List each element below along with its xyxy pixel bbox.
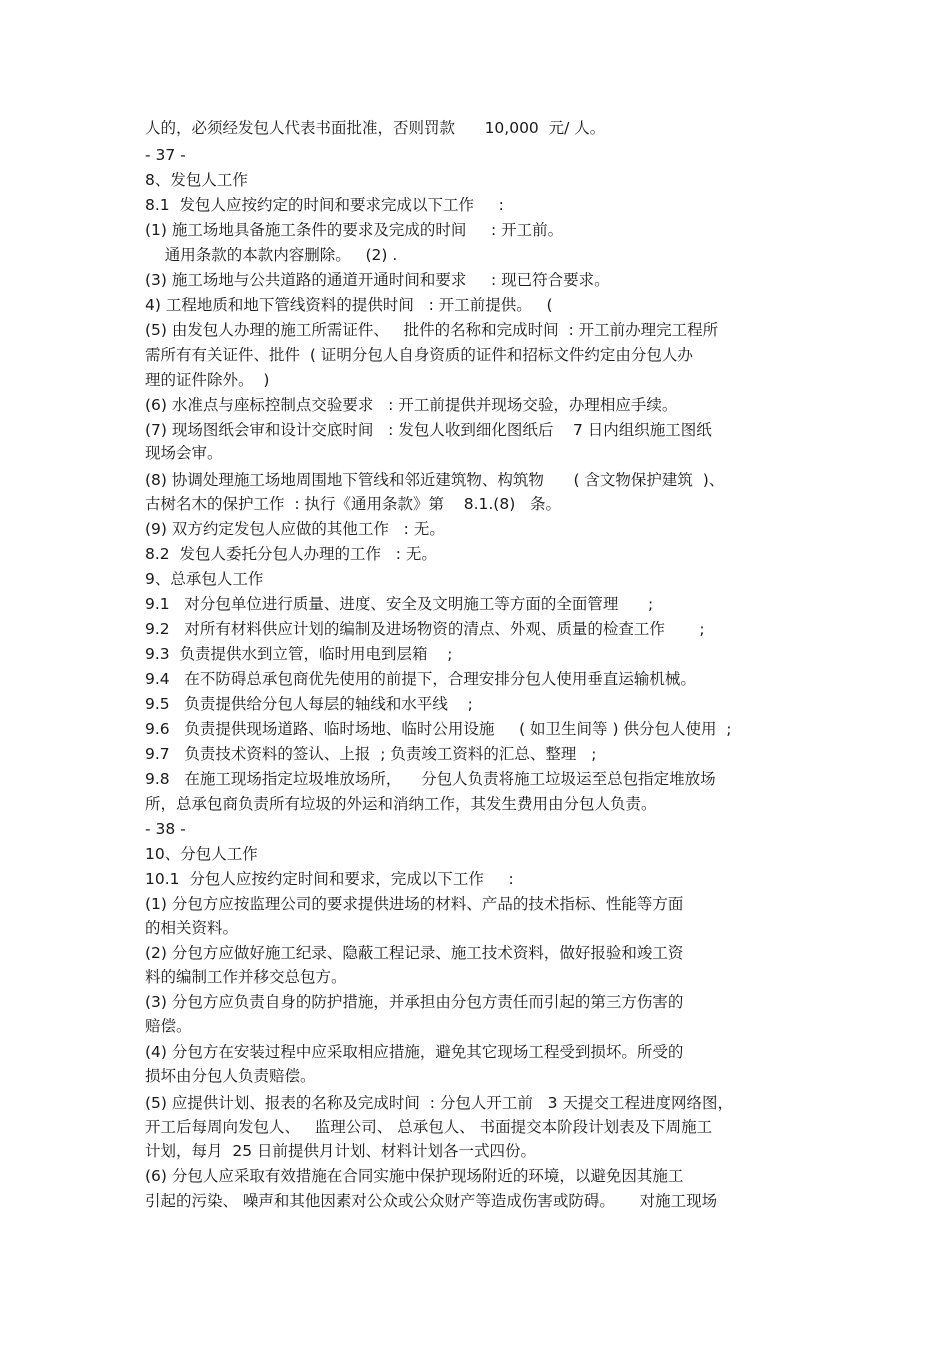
text-line: 人的，必须经发包人代表书面批准，否则罚款 10,000 元/ 人。 [145, 119, 606, 137]
text-line: (6) 分包人应采取有效措施在合同实施中保护现场附近的环境，以避免因其施工 [145, 1167, 684, 1185]
text-line: 理的证件除外。 ) [145, 371, 270, 389]
text-line: (3) 分包方应负责自身的防护措施，并承担由分包方责任而引起的第三方伤害的 [145, 993, 684, 1011]
text-line: 9.3 负责提供水到立管，临时用电到层箱 ; [145, 645, 453, 663]
page-number: - 38 - [145, 820, 186, 838]
text-line: 损坏由分包人负责赔偿。 [145, 1067, 316, 1085]
text-line: (6) 水准点与座标控制点交验要求 : 开工前提供并现场交验，办理相应手续。 [145, 396, 678, 414]
section-heading: 8、发包人工作 [145, 171, 248, 189]
text-line: 赔偿。 [145, 1017, 192, 1035]
text-line: 8.1 发包人应按约定的时间和要求完成以下工作 : [145, 196, 504, 214]
text-line: (7) 现场图纸会审和设计交底时间 : 发包人收到细化图纸后 7 日内组织施工图纸 [145, 421, 712, 439]
text-line: 料的编制工作并移交总包方。 [145, 968, 347, 986]
text-line: 引起的污染、 噪声和其他因素对公众或公众财产等造成伤害或防碍。 对施工现场 [145, 1192, 718, 1210]
text-line: 计划，每月 25 日前提供月计划、材料计划各一式四份。 [145, 1142, 537, 1160]
text-line: 开工后每周向发包人、 监理公司、 总承包人、 书面提交本阶段计划表及下周施工 [145, 1118, 713, 1136]
section-heading: 9、总承包人工作 [145, 570, 264, 588]
text-line: 9.5 负责提供给分包人每层的轴线和水平线 ; [145, 695, 473, 713]
text-line: 9.6 负责提供现场道路、临时场地、临时公用设施 ( 如卫生间等 ) 供分包人使用 ; [145, 720, 732, 738]
text-line: 古树名木的保护工作 : 执行《通用条款》第 8.1.(8) 条。 [145, 495, 562, 513]
text-line: 8.2 发包人委托分包人办理的工作 : 无。 [145, 545, 437, 563]
text-line: 9.7 负责技术资料的签认、上报 ; 负责竣工资料的汇总、整理 ; [145, 745, 597, 763]
text-line: (1) 分包方应按监理公司的要求提供进场的材料、产品的技术指标、性能等方面 [145, 895, 684, 913]
text-line: 9.1 对分包单位进行质量、进度、安全及文明施工等方面的全面管理 ; [145, 595, 654, 613]
text-line: (9) 双方约定发包人应做的其他工作 : 无。 [145, 520, 445, 538]
text-line: (4) 分包方在安装过程中应采取相应措施，避免其它现场工程受到损坏。所受的 [145, 1043, 684, 1061]
text-line: (5) 应提供计划、报表的名称及完成时间 : 分包人开工前 3 天提交工程进度网络图， [145, 1094, 733, 1112]
text-line: 9.4 在不防碍总承包商优先使用的前提下，合理安排分包人使用垂直运输机械。 [145, 670, 696, 688]
section-heading: 10、分包人工作 [145, 845, 258, 863]
text-line: 现场会审。 [145, 444, 223, 462]
text-line: 4) 工程地质和地下管线资料的提供时间 : 开工前提供。 ( [145, 296, 553, 314]
text-line: 的相关资料。 [145, 919, 239, 937]
text-line: (1) 施工场地具备施工条件的要求及完成的时间 : 开工前。 [145, 221, 564, 239]
text-line: 10.1 分包人应按约定时间和要求，完成以下工作 : [145, 870, 514, 888]
text-line: 9.8 在施工现场指定垃圾堆放场所， 分包人负责将施工垃圾运至总包指定堆放场 [145, 770, 716, 788]
text-line: (5) 由发包人办理的施工所需证件、 批件的名称和完成时间 : 开工前办理完工程所 [145, 321, 719, 339]
page-number: - 37 - [145, 146, 186, 164]
text-line: (3) 施工场地与公共道路的通道开通时间和要求 : 现已符合要求。 [145, 271, 610, 289]
text-line: 9.2 对所有材料供应计划的编制及进场物资的清点、外观、质量的检查工作 ; [145, 620, 705, 638]
text-line: 所，总承包商负责所有垃圾的外运和消纳工作，其发生费用由分包人负责。 [145, 795, 657, 813]
text-line: (8) 协调处理施工场地周围地下管线和邻近建筑物、构筑物 ( 含文物保护建筑 )、 [145, 471, 725, 489]
text-line: (2) 分包方应做好施工纪录、隐蔽工程记录、施工技术资料，做好报验和竣工资 [145, 944, 684, 962]
text-line: 通用条款的本款内容删除。 (2) . [145, 246, 398, 264]
text-line: 需所有有关证件、批件 ( 证明分包人自身资质的证件和招标文件约定由分包人办 [145, 346, 693, 364]
